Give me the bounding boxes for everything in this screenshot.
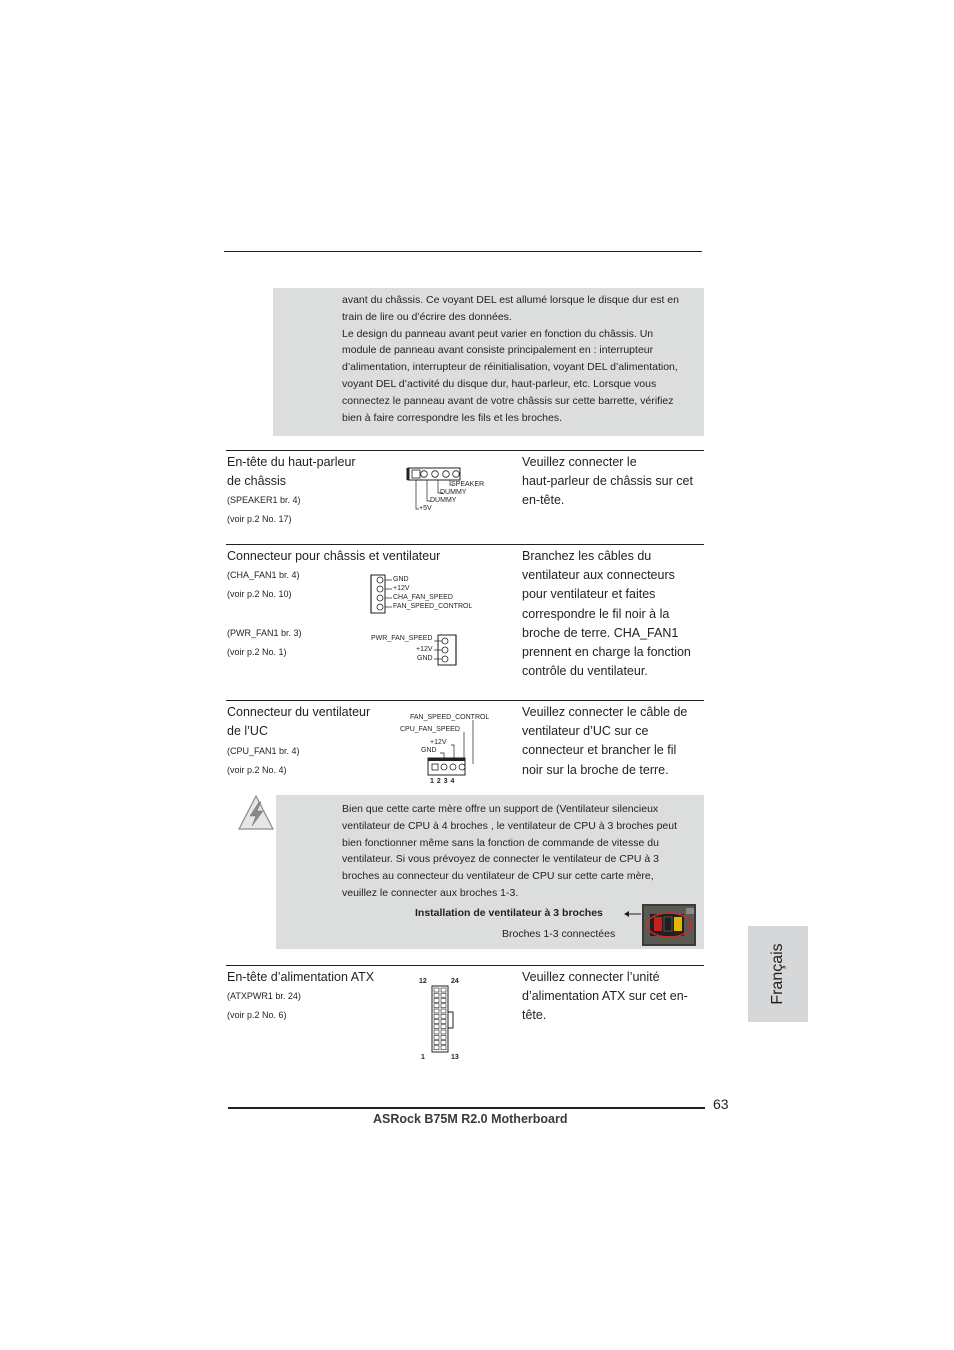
chassis-fan-desc-line: ventilateur aux connecteurs: [522, 568, 675, 583]
speaker-desc: [522, 453, 693, 511]
cha-fan-pin-label: CHA_FAN_SPEED: [393, 594, 453, 601]
cpu-fan-title: [227, 703, 370, 741]
chassis-fan-desc-line: correspondre le fil noir à la: [522, 606, 670, 621]
intro-line: train de lire ou d’écrire des données.: [342, 310, 512, 323]
cpu-fan-title-line: de l’UC: [227, 724, 268, 739]
speaker-title-line: En-tête du haut-parleur: [227, 455, 356, 469]
cha-fan-see: (voir p.2 No. 10): [227, 589, 292, 599]
speaker-pin-label: DUMMY: [430, 497, 457, 504]
atx-ref: (ATXPWR1 br. 24): [227, 991, 301, 1001]
atx-desc-line: d’alimentation ATX sur cet en-: [522, 989, 688, 1004]
atx-title: En-tête d’alimentation ATX: [227, 970, 375, 984]
intro-line: voyant DEL d’activité du disque dur, haut-parleur, etc. Lorsque vous: [342, 377, 657, 390]
cpu-fan-ref: (CPU_FAN1 br. 4): [227, 746, 300, 756]
intro-line: d’alimentation, interrupteur de réinitialisation, voyant DEL d’alimentation,: [342, 361, 678, 374]
chassis-fan-rule: [226, 544, 704, 545]
note-line: veuillez le connecter aux broches 1-3.: [342, 886, 519, 899]
note-line: ventilateur. Si vous prévoyez de connecter le ventilateur de CPU à 3: [342, 853, 659, 866]
cpu-fan-desc-line: ventilateur d’UC sur ce: [522, 724, 649, 739]
atx-desc: [522, 968, 688, 1026]
pins-label: Broches 1-3 connectées: [502, 928, 616, 940]
speaker-rule: [226, 450, 704, 451]
install-label: Installation de ventilateur à 3 broches: [415, 907, 603, 919]
pwr-fan-pin-label: +12V: [416, 646, 433, 653]
atx-rule: [226, 965, 704, 966]
footer-rule: [228, 1107, 705, 1109]
speaker-see: (voir p.2 No. 17): [227, 514, 292, 524]
atx-desc-line: tête.: [522, 1008, 547, 1023]
speaker-pin-label: DUMMY: [440, 489, 467, 496]
pwr-fan-pin-label: PWR_FAN_SPEED: [371, 635, 433, 642]
note-line: broches au connecteur du ventilateur de CPU sur cette carte mère,: [342, 870, 654, 883]
atx-desc-line: Veuillez connecter l’unité: [522, 970, 660, 984]
cpu-fan-title-line: Connecteur du ventilateur: [227, 705, 371, 719]
note-line: bien fonctionner même sans la fonction de commande de vitesse du: [342, 836, 659, 849]
speaker-title-line: de châssis: [227, 474, 287, 489]
pwr-fan-ref: (PWR_FAN1 br. 3): [227, 628, 302, 638]
speaker-title: [227, 453, 356, 491]
cpu-fan-pin-label: GND: [421, 747, 437, 754]
cpu-fan-desc: [522, 703, 687, 780]
cpu-fan-rule: [226, 700, 704, 701]
pwr-fan-pin-label: GND: [417, 655, 433, 662]
atx-pin-bottom-right: 13: [451, 1054, 459, 1061]
atx-connector-body: [432, 986, 448, 1052]
intro-text: [342, 292, 704, 426]
page-number: 63: [713, 1096, 729, 1112]
cpu-fan-connector-diagram: [420, 718, 490, 778]
atx-latch: [448, 1012, 453, 1028]
intro-line: avant du châssis. Ce voyant DEL est allumé lorsque le disque dur est en: [342, 294, 679, 306]
cpu-fan-pin-numbers: 1 2 3 4: [430, 778, 455, 785]
speaker-pin-label: SPEAKER: [451, 481, 485, 488]
cpu-fan-pin-label: FAN_SPEED_CONTROL: [410, 714, 490, 721]
note-line: Bien que cette carte mère offre un support de (Ventilateur silencieux: [342, 803, 659, 815]
cpu-fan-desc-line: Veuillez connecter le câble de: [522, 705, 688, 719]
speaker-desc-line: Veuillez connecter le: [522, 455, 637, 469]
chassis-fan-desc-line: prennent en charge la fonction: [522, 645, 691, 660]
atx-pin-bottom-left: 1: [421, 1054, 425, 1061]
cpu-fan-pin-label: CPU_FAN_SPEED: [400, 726, 460, 733]
speaker-desc-line: en-tête.: [522, 493, 565, 508]
cha-fan-pin-label: GND: [393, 576, 409, 583]
atx-connector-diagram: [428, 985, 458, 1055]
cpu-fan-desc-line: connecteur et brancher le fil: [522, 743, 677, 758]
language-tab-label: Français: [769, 943, 786, 1005]
footer-title: ASRock B75M R2.0 Motherboard: [373, 1112, 568, 1126]
arrow-left-icon: [622, 909, 642, 919]
pwr-fan-see: (voir p.2 No. 1): [227, 647, 287, 657]
atx-pin-top-left: 12: [419, 978, 427, 985]
cpu-fan-see: (voir p.2 No. 4): [227, 765, 287, 775]
speaker-pin-label: +5V: [419, 505, 432, 512]
cha-fan-ref: (CHA_FAN1 br. 4): [227, 570, 300, 580]
chassis-fan-desc-line: broche de terre. CHA_FAN1: [522, 625, 679, 640]
intro-line: bien à faire correspondre les fils et les broches.: [342, 411, 563, 424]
fan-install-photo: [642, 904, 696, 946]
speaker-ref: (SPEAKER1 br. 4): [227, 495, 301, 505]
cha-fan-pin-label: FAN_SPEED_CONTROL: [393, 603, 473, 610]
language-tab: [748, 926, 808, 1022]
chassis-fan-desc-line: contrôle du ventilateur.: [522, 664, 648, 679]
atx-pin-top-right: 24: [451, 978, 459, 985]
chassis-fan-desc-line: Branchez les câbles du: [522, 549, 652, 563]
cpu-fan-desc-line: noir sur la broche de terre.: [522, 762, 669, 777]
warning-icon: [236, 793, 276, 833]
note-line: ventilateur de CPU à 4 broches , le ventilateur de CPU à 3 broches peut: [342, 819, 678, 832]
top-rule: [224, 251, 702, 252]
atx-see: (voir p.2 No. 6): [227, 1010, 287, 1020]
chassis-fan-title: Connecteur pour châssis et ventilateur: [227, 549, 441, 563]
cha-fan-pin-label: +12V: [393, 585, 410, 592]
note-text: [342, 801, 704, 902]
cpu-fan-pin-label: +12V: [430, 739, 447, 746]
chassis-fan-desc: [522, 547, 691, 681]
pwr-fan-connector-diagram: [432, 632, 462, 668]
chassis-fan-desc-line: pour ventilateur et faites: [522, 587, 656, 602]
intro-line: Le design du panneau avant peut varier en fonction du châssis. Un: [342, 327, 654, 340]
speaker-desc-line: haut-parleur de châssis sur cet: [522, 474, 693, 489]
intro-line: connectez le panneau avant de votre châssis sur cette barrette, vérifiez: [342, 394, 674, 407]
intro-line: module de panneau avant consiste principalement en : interrupteur: [342, 344, 654, 357]
